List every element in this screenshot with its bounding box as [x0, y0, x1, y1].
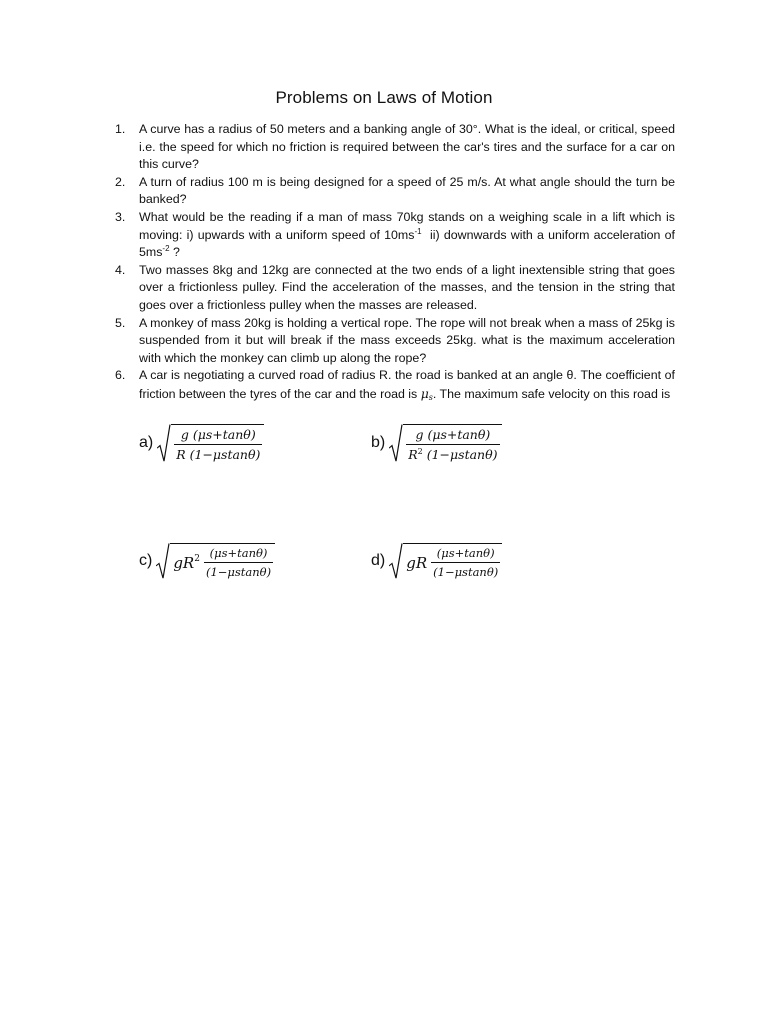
radical-sign — [156, 543, 170, 579]
problem-number: 5. — [115, 315, 126, 330]
radicand — [403, 424, 501, 462]
problem-text: A monkey of mass 20kg is holding a vertical rope. The rope will not break when a mass of 25kg is suspended from it but will break if the mass exceeds 25kg. what is the maximum acceleration with which the monkey can climb up along the rope? — [139, 315, 675, 365]
problem-item — [113, 367, 675, 406]
problem-text: A curve has a radius of 50 meters and a banking angle of 30°. What is the ideal, or critical, speed i.e. the speed for which no friction is required between the car's tires and the surface for a car on this curve? — [139, 122, 675, 172]
option-label: c) — [139, 552, 153, 569]
problem-number: 3. — [115, 209, 126, 224]
superscript: -2 — [162, 244, 170, 254]
square-root — [389, 543, 502, 579]
radical-sign — [389, 424, 403, 462]
option-c — [139, 543, 275, 579]
superscript: -1 — [414, 226, 422, 236]
denominator-r: R — [408, 447, 418, 462]
exponent: 2 — [417, 447, 423, 456]
problem-number: 2. — [115, 174, 126, 189]
problem-number: 1. — [115, 122, 126, 136]
numerator: g (μs+tanθ) — [415, 427, 491, 442]
denominator: (1−μstanθ) — [204, 562, 273, 579]
problem-text: ? — [169, 245, 180, 260]
problem-number: 4. — [115, 262, 126, 277]
fraction — [174, 427, 262, 462]
option-label: d) — [371, 552, 386, 569]
numerator: g (μs+tanθ) — [180, 427, 256, 442]
option-b — [371, 424, 502, 462]
problem-item — [113, 121, 675, 174]
coefficient: gR — [406, 553, 428, 572]
denominator — [406, 444, 499, 462]
coefficient-text: gR — [173, 553, 195, 572]
problem-item — [113, 262, 675, 315]
radicand — [403, 543, 502, 579]
problem-item — [113, 209, 679, 262]
denominator: R (1−μstanθ) — [174, 444, 262, 462]
exponent: 2 — [194, 553, 200, 564]
page-title: Problems on Laws of Motion — [275, 88, 493, 107]
problem-list — [113, 121, 679, 407]
option-label: a) — [139, 434, 154, 451]
fraction — [406, 427, 499, 462]
problem-text: A car is negotiating a curved road of radius R. the road is banked at an angle θ. The coefficient of friction between the tyres of the car and the road is — [139, 368, 675, 401]
fraction — [431, 546, 500, 579]
radical-sign — [157, 424, 171, 462]
numerator: (μs+tanθ) — [209, 546, 268, 560]
problem-text: Two masses 8kg and 12kg are connected at the two ends of a light inextensible string that goes over a frictionless pulley. Find the acceleration of the masses, and the tension in the string that goes over a frictionless pulley when the masses are released. — [139, 262, 675, 312]
problem-text: What would be the reading if a man of mass 70kg stands on a weighing scale in a lift which is moving: i) upwards with a uniform speed of 10ms — [139, 209, 675, 242]
radicand — [170, 543, 275, 579]
square-root — [157, 424, 264, 462]
square-root — [389, 424, 501, 462]
problem-text: . The maximum safe velocity on this road is — [432, 386, 671, 401]
mu-subscript: s — [428, 392, 433, 402]
radical-sign — [389, 543, 403, 579]
coefficient — [173, 554, 200, 572]
problem-text: ii) downwards with a uniform acceleration of 5ms — [139, 227, 679, 260]
mu-letter: μ — [420, 385, 429, 401]
option-a — [139, 424, 264, 462]
problem-number: 6. — [115, 368, 126, 383]
numerator: (μs+tanθ) — [436, 546, 495, 560]
problem-text: A turn of radius 100 m is being designed for a speed of 25 m/s. At what angle should the turn be banked? — [139, 174, 675, 207]
radicand — [171, 424, 264, 462]
denominator-rest: (1−μstanθ) — [422, 447, 498, 462]
denominator: (1−μstanθ) — [431, 562, 500, 579]
problem-item — [113, 315, 675, 368]
fraction — [204, 546, 273, 579]
mu-symbol — [421, 386, 433, 401]
problem-item — [113, 174, 675, 209]
option-d — [371, 543, 502, 579]
option-label: b) — [371, 434, 386, 451]
square-root — [156, 543, 275, 579]
